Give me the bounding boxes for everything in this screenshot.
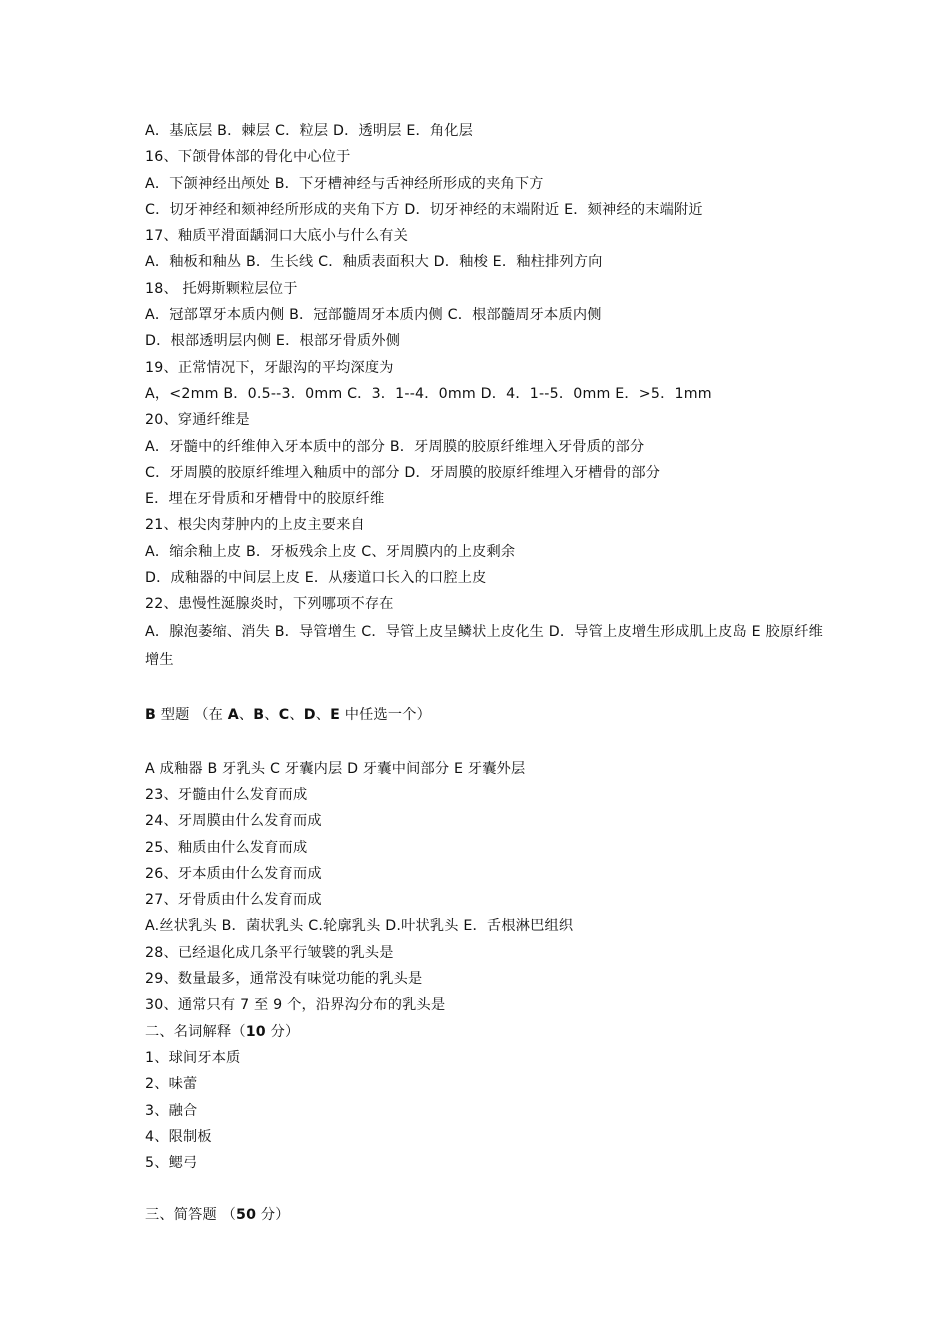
- question-21: 21、根尖肉芽肿内的上皮主要来自: [145, 517, 365, 534]
- question-24: 24、牙周膜由什么发育而成: [145, 813, 322, 830]
- text-line: A．腺泡萎缩、消失 B．导管增生 C．导管上皮呈鳞状上皮化生 D．导管上皮增生形成肌上皮岛 E 胶原纤维增生: [145, 623, 824, 668]
- text-line: A．牙髓中的纤维伸入牙本质中的部分 B．牙周膜的胶原纤维埋入牙骨质的部分: [145, 438, 645, 455]
- question-29: 29、数量最多，通常没有味觉功能的乳头是: [145, 971, 423, 988]
- heading-bold: A: [227, 706, 239, 723]
- section-2-heading: [145, 1019, 825, 1045]
- text-line: E．埋在牙骨质和牙槽骨中的胶原纤维: [145, 491, 385, 508]
- heading-bold: B: [145, 706, 157, 723]
- question-22: 22、患慢性涎腺炎时，下列哪项不存在: [145, 596, 394, 613]
- heading-text: 、: [289, 706, 304, 723]
- heading-score: 50: [236, 1207, 257, 1224]
- text-line: C．牙周膜的胶原纤维埋入釉质中的部分 D．牙周膜的胶原纤维埋入牙槽骨的部分: [145, 464, 661, 481]
- text-line: A．釉板和釉丛 B．生长线 C．釉质表面积大 D．釉梭 E．釉柱排列方向: [145, 254, 603, 271]
- heading-bold: E: [330, 706, 340, 723]
- question-23: 23、牙髓由什么发育而成: [145, 786, 308, 803]
- text-line: A．下颌神经出颅处 B．下牙槽神经与舌神经所形成的夹角下方: [145, 175, 544, 192]
- text-line: A.丝状乳头 B．菌状乳头 C.轮廓乳头 D.叶状乳头 E．舌根淋巴组织: [145, 918, 574, 935]
- heading-text: 分）: [265, 1023, 300, 1040]
- section-3-heading: [145, 1202, 825, 1228]
- heading-text: 型题 （在: [156, 706, 228, 723]
- section-b-type-heading: [145, 700, 825, 730]
- heading-text: 、: [238, 706, 254, 723]
- heading-text: 、: [315, 706, 331, 723]
- text-line: D．根部透明层内侧 E．根部牙骨质外侧: [145, 333, 401, 350]
- heading-bold: C: [278, 706, 290, 723]
- question-17: 17、釉质平滑面龋洞口大底小与什么有关: [145, 228, 409, 245]
- heading-text: 中任选一个）: [339, 706, 432, 723]
- text-line: A，<2mm B．0.5--3．0mm C．3．1--4．0mm D．4．1--5．0mm E．>5．1mm: [145, 385, 712, 402]
- text-line: A 成釉器 B 牙乳头 C 牙囊内层 D 牙囊中间部分 E 牙囊外层: [145, 760, 526, 777]
- question-18: 18、 托姆斯颗粒层位于: [145, 280, 298, 297]
- term-item: 1、球间牙本质: [145, 1049, 241, 1066]
- spacer: [145, 730, 825, 756]
- heading-text: 分）: [256, 1207, 290, 1224]
- heading-score: 10: [245, 1023, 266, 1040]
- heading-text: 、: [264, 706, 279, 723]
- term-item: 2、味蕾: [145, 1076, 198, 1093]
- term-item: 5、鳃弓: [145, 1155, 198, 1172]
- question-28: 28、已经退化成几条平行皱襞的乳头是: [145, 944, 394, 961]
- heading-text: 二、名词解释（: [145, 1023, 246, 1040]
- question-16: 16、下颌骨体部的骨化中心位于: [145, 149, 351, 166]
- text-line: A．缩余釉上皮 B．牙板残余上皮 C、牙周膜内的上皮剩余: [145, 543, 516, 560]
- question-20: 20、穿通纤维是: [145, 412, 250, 429]
- spacer: [145, 674, 825, 700]
- question-27: 27、牙骨质由什么发育而成: [145, 892, 322, 909]
- heading-bold: D: [303, 706, 316, 723]
- text-line: C．切牙神经和颏神经所形成的夹角下方 D．切牙神经的末端附近 E．颏神经的末端附近: [145, 201, 703, 218]
- heading-bold: B: [253, 706, 265, 723]
- text-line: D．成釉器的中间层上皮 E．从瘘道口长入的口腔上皮: [145, 570, 487, 587]
- question-25: 25、釉质由什么发育而成: [145, 839, 308, 856]
- text-line: A．基底层 B．棘层 C．粒层 D．透明层 E．角化层: [145, 123, 474, 139]
- heading-text: 三、简答题 （: [145, 1207, 237, 1224]
- question-30: 30、通常只有 7 至 9 个，沿界沟分布的乳头是: [145, 997, 446, 1014]
- question-19: 19、正常情况下，牙龈沟的平均深度为: [145, 359, 394, 376]
- spacer: [145, 1176, 825, 1202]
- document-page: [145, 118, 825, 1229]
- term-item: 4、限制板: [145, 1128, 212, 1145]
- term-item: 3、融合: [145, 1102, 198, 1119]
- question-26: 26、牙本质由什么发育而成: [145, 865, 322, 882]
- text-line: A．冠部罩牙本质内侧 B．冠部髓周牙本质内侧 C．根部髓周牙本质内侧: [145, 307, 602, 324]
